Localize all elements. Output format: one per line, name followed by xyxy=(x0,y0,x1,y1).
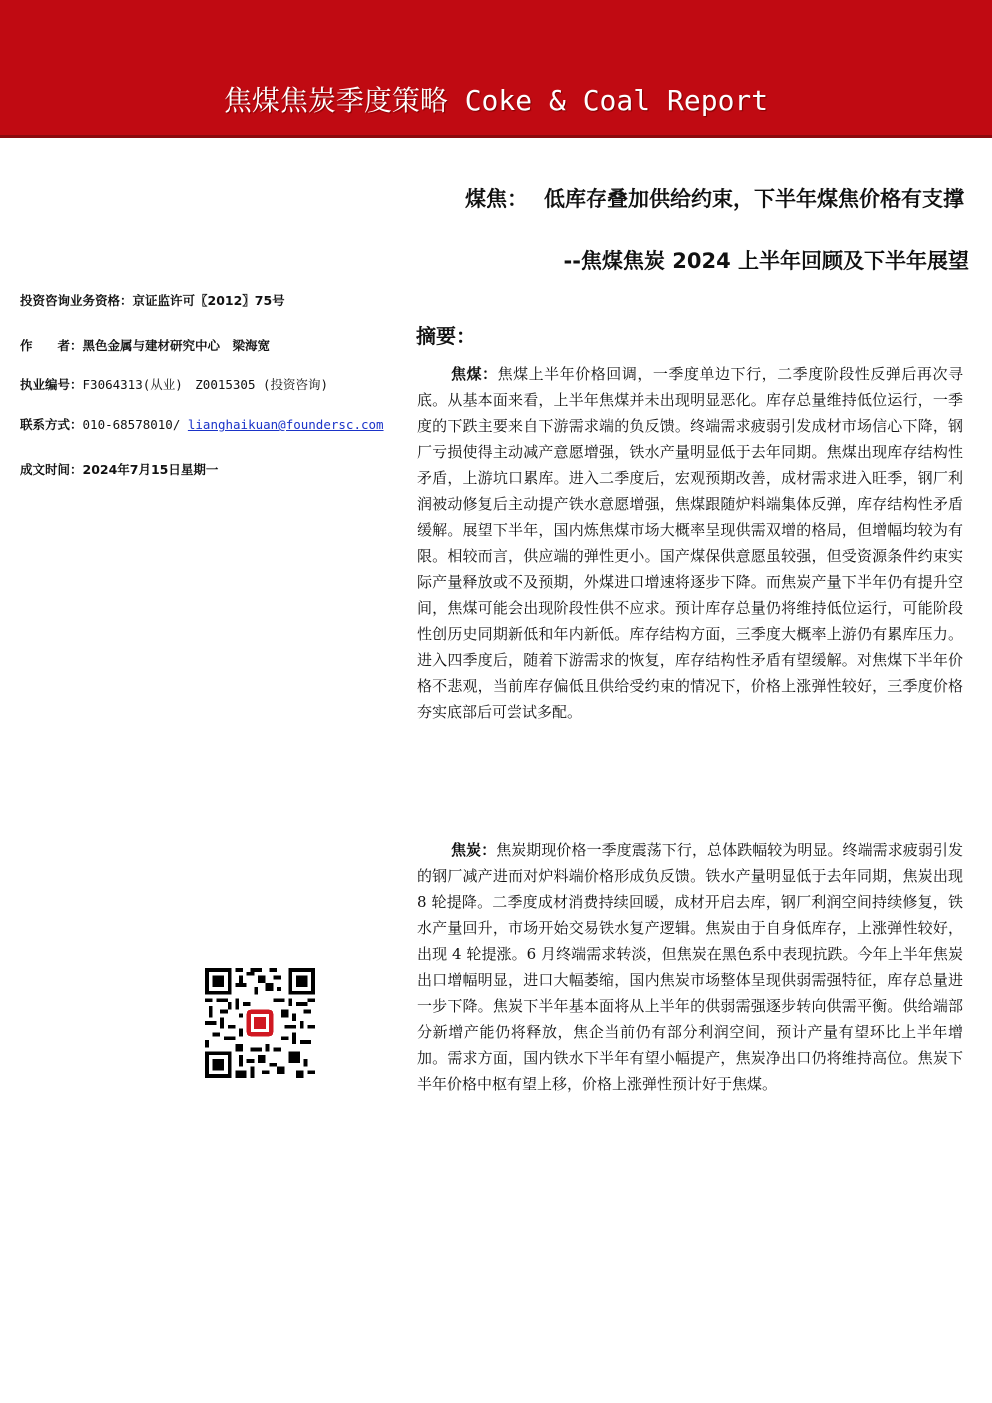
qr-code-icon xyxy=(205,968,315,1078)
contact-email-link[interactable]: lianghaikuan@foundersc.com xyxy=(187,417,384,432)
report-series-title: 焦煤焦炭季度策略 Coke & Coal Report xyxy=(223,84,769,117)
report-subtitle: --焦煤焦炭 2024 上半年回顾及下半年展望 xyxy=(563,249,969,273)
cert-label: 执业编号： xyxy=(20,377,83,392)
author-line xyxy=(20,336,270,354)
header-banner xyxy=(0,0,992,138)
cert-value: F3064313(从业) Z0015305 (投资咨询) xyxy=(82,377,329,392)
report-title-lead: 煤焦： xyxy=(465,187,528,211)
date-line: 成文时间：2024年7月15日星期一 xyxy=(20,462,219,477)
coke-text: 焦炭期现价格一季度震荡下行，总体跌幅较为明显。终端需求疲弱引发的钢厂减产进而对炉料端价格形成负反馈。铁水产量明显低于去年同期，焦炭出现 8 轮提降。二季度成材消费持续回暖，成材开启去库，钢厂利润空间持续修复，铁水产量回升，市场开始交易铁水复产逻辑。焦炭由于自身低库存，上涨弹性较好，出现 4 轮提涨。6 月终端需求转淡，但焦炭在黑色系中表现抗跌。今年上半年焦炭出口增幅明显，进口大幅萎缩，国内焦炭市场整体呈现供弱需强特征，库存总量进一步下降。焦炭下半年基本面将从上半年的供弱需强逐步转向供需平衡。供给端部分新增产能仍将释放，焦企当前仍有部分利润空间，预计产量有望环比上半年增加。需求方面，国内铁水下半年有望小幅提产，焦炭净出口仍将维持高位。焦炭下半年价格中枢有望上移，价格上涨弹性预计好于焦煤。 xyxy=(417,841,963,1093)
contact-phone: 010-68578010/ xyxy=(82,417,188,432)
report-title-text: 低库存叠加供给约束，下半年煤焦价格有支撑 xyxy=(544,187,964,211)
abstract-heading: 摘要： xyxy=(416,324,476,348)
coking-coal-text: 焦煤上半年价格回调，一季度单边下行，二季度阶段性反弹后再次寻底。从基本面来看，上半年焦煤并未出现明显恶化。库存总量维持低位运行，一季度的下跌主要来自下游需求端的负反馈。终端需求疲弱引发成材市场信心下降，钢厂亏损使得主动减产意愿增强，铁水产量明显低于去年同期。焦煤出现库存结构性矛盾，上游坑口累库。进入二季度后，宏观预期改善，成材需求进入旺季，钢厂利润被动修复后主动提产铁水意愿增强，焦煤跟随炉料端集体反弹，库存结构性矛盾缓解。展望下半年，国内炼焦煤市场大概率呈现供需双增的格局，但增幅均较为有限。相较而言，供应端的弹性更小。国产煤保供意愿虽较强，但受资源条件约束实际产量释放或不及预期，外煤进口增速将逐步下降。而焦炭产量下半年仍有提升空间，焦煤可能会出现阶段性供不应求。预计库存总量仍将维持低位运行，可能阶段性创历史同期新低和年内新低。库存结构方面，三季度大概率上游仍有累库压力。进入四季度后，随着下游需求的恢复，库存结构性矛盾有望缓解。对焦煤下半年价格不悲观，当前库存偏低且供给受约束的情况下，价格上涨弹性较好，三季度价格夯实底部后可尝试多配。 xyxy=(417,365,963,721)
contact-line xyxy=(20,415,384,433)
report-title xyxy=(465,183,964,213)
cert-line xyxy=(20,375,328,393)
coking-coal-paragraph xyxy=(417,361,963,725)
coke-label: 焦炭： xyxy=(451,841,497,859)
coking-coal-label: 焦煤： xyxy=(451,365,498,383)
author-value: 黑色金属与建材研究中心 梁海宽 xyxy=(82,338,271,353)
contact-label: 联系方式： xyxy=(20,417,83,432)
author-label: 作 者： xyxy=(20,338,83,353)
license-line: 投资咨询业务资格：京证监许可〖2012〗75号 xyxy=(20,293,285,308)
coke-paragraph xyxy=(417,837,963,1097)
